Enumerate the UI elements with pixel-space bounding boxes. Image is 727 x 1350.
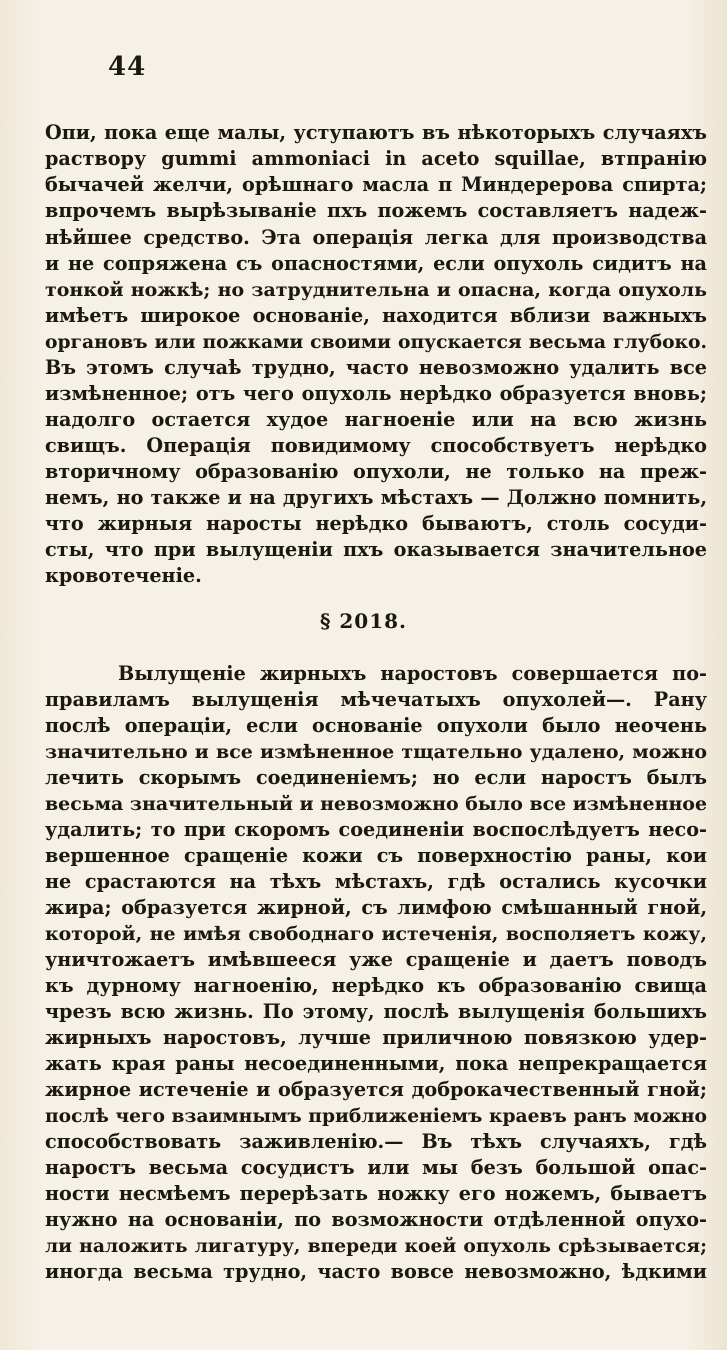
text-line: вершенное сращеніе кожи съ поверхностію раны, кои: [45, 844, 707, 867]
text-line: нужно на основаніи, по возможности отдѣленной опухо-: [45, 1208, 707, 1231]
text-line: что жирныя наросты нерѣдко бываютъ, столь сосуди-: [45, 512, 707, 535]
text-line: ли наложить лигатуру, впереди коей опухоль срѣзывается;: [45, 1235, 707, 1257]
text-line: весьма значительный и невозможно было все измѣненное: [45, 793, 707, 815]
section-heading: § 2018.: [319, 609, 408, 633]
text-line: надолго остается худое нагноеніе или на всю жизнь: [45, 408, 707, 431]
text-line: и не сопряжена съ опасностями, если опухоль сидитъ на: [45, 252, 707, 275]
text-line: уничтожаетъ имѣвшееся уже сращеніе и даетъ поводъ: [45, 948, 707, 971]
text-line: Въ этомъ случаѣ трудно, часто невозможно удалить все: [45, 356, 707, 379]
text-line: Вылущеніе жирныхъ наростовъ совершается по-: [118, 662, 707, 685]
text-line: свищъ. Операція повидимому способствуетъ нерѣдко: [45, 434, 707, 457]
page-number: 44: [108, 52, 147, 82]
text-line: немъ, но также и на другихъ мѣстахъ — Должно помнить,: [45, 486, 707, 509]
text-line: способствовать заживленію.— Въ тѣхъ случаяхъ, гдѣ: [45, 1130, 707, 1153]
text-line: бычачей желчи, орѣшнаго масла п Миндерерова спирта;: [45, 173, 707, 196]
text-line: къ дурному нагноенію, нерѣдко къ образованію свища: [45, 974, 707, 997]
text-line: послѣ операціи, если основаніе опухоли было неочень: [45, 714, 707, 737]
text-line: правиламъ вылущенія мѣчечатыхъ опухолей—. Рану: [45, 688, 707, 711]
text-line: лечить скорымъ соединеніемъ; но если наростъ былъ: [45, 766, 707, 789]
text-line: наростъ весьма сосудистъ или мы безъ большой опас-: [45, 1156, 707, 1179]
text-line: удалить; то при скоромъ соединеніи воспослѣдуетъ несо-: [45, 818, 707, 841]
text-line: жирное истеченіе и образуется доброкачественный гной;: [45, 1078, 707, 1101]
text-line: которой, не имѣя свободнаго истеченія, восполяетъ кожу,: [45, 923, 707, 945]
text-line: жирныхъ наростовъ, лучше приличною повязкою удер-: [45, 1026, 707, 1049]
text-line: измѣненное; отъ чего опухоль нерѣдко образуется вновь;: [45, 382, 707, 405]
text-line: ности несмѣемъ перерѣзать ножку его ножемъ, бываетъ: [45, 1182, 707, 1205]
text-line: нѣйшее средство. Эта операція легка для производства: [45, 226, 707, 249]
text-line: органовъ или пожками своими опускается весьма глубоко.: [45, 331, 707, 353]
text-line: впрочемъ вырѣзываніе пхъ пожемъ составляетъ надеж-: [45, 199, 707, 222]
text-line: жира; образуется жирной, съ лимфою смѣшанный гной,: [45, 896, 707, 919]
text-line: вторичному образованію опухоли, не только на преж-: [45, 460, 707, 483]
text-line: иногда весьма трудно, часто вовсе невозможно, ѣдкими: [45, 1260, 707, 1283]
text-line: жать края раны несоединенными, пока непрекращается: [45, 1052, 707, 1075]
text-line: не срастаются на тѣхъ мѣстахъ, гдѣ остались кусочки: [45, 870, 707, 893]
text-line: сты, что при вылущеніи пхъ оказывается значительное: [45, 538, 707, 561]
text-line: послѣ чего взаимнымъ приближеніемъ краевъ ранъ можно: [45, 1105, 707, 1127]
text-line: значительно и все измѣненное тщательно удалено, можно: [45, 741, 707, 763]
text-line: чрезъ всю жизнь. По этому, послѣ вылущенія большихъ: [45, 1000, 707, 1023]
text-line: раствору gummi ammoniaci in aceto squillae, втпранію: [45, 147, 707, 170]
text-line: Опи, пока еще малы, уступаютъ въ нѣкоторыхъ случаяхъ: [45, 121, 707, 144]
text-line: имѣетъ широкое основаніе, находится вблизи важныхъ: [45, 304, 707, 327]
text-line: тонкой ножкѣ; но затруднительна и опасна, когда опухоль: [45, 279, 707, 301]
text-line: кровотеченіе.: [45, 564, 202, 587]
